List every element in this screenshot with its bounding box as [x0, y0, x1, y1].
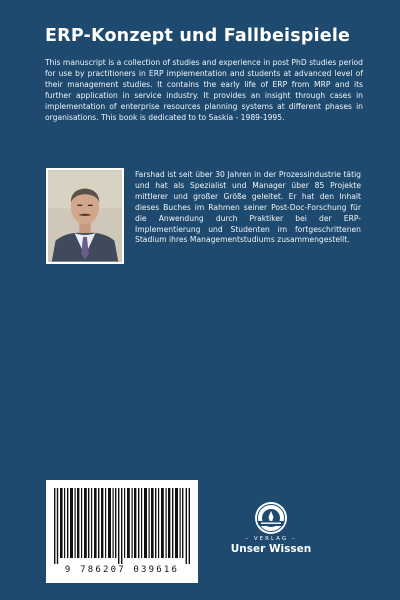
barcode-bars-image: [54, 488, 190, 564]
barcode-digits: 9 786207 039616: [64, 565, 180, 575]
book-title: ERP-Konzept und Fallbeispiele: [45, 26, 351, 46]
publisher-name: Unser Wissen: [230, 543, 312, 555]
book-description: This manuscript is a collection of studies and experience in post PhD studies period for use by practitioners in ERP implementation and students at advanced level of their management studies. It contains the early life of ERP from MRP and its further application in service industry. It provides an insight through cases in implementation of enterprise resources planning systems at different phases in organisations. This book is dedicated to to Saskia - 1989-1995.: [45, 58, 363, 122]
author-portrait-image: [48, 170, 122, 262]
author-bio: Farshad ist seit über 30 Jahren in der Prozessindustrie tätig und hat als Spezialist und Manager über 85 Projekte mittlerer und großer Größe geleitet. Er hat den Inhalt dieses Buches im Rahmen seiner Post-Doc-Forschung für die Anwendung durch Praktiker bei der ERP-Implementierung und Studenten im fortgeschrittenen Stadium ihres Managementstudiums zusammengestellt.: [135, 170, 361, 245]
author-photo: [46, 168, 124, 264]
publisher-verlag-label: – VERLAG –: [245, 536, 297, 542]
publisher-mark: [226, 501, 316, 571]
seal-ribbon-logo-icon: [254, 501, 288, 535]
isbn-barcode: [46, 480, 198, 583]
